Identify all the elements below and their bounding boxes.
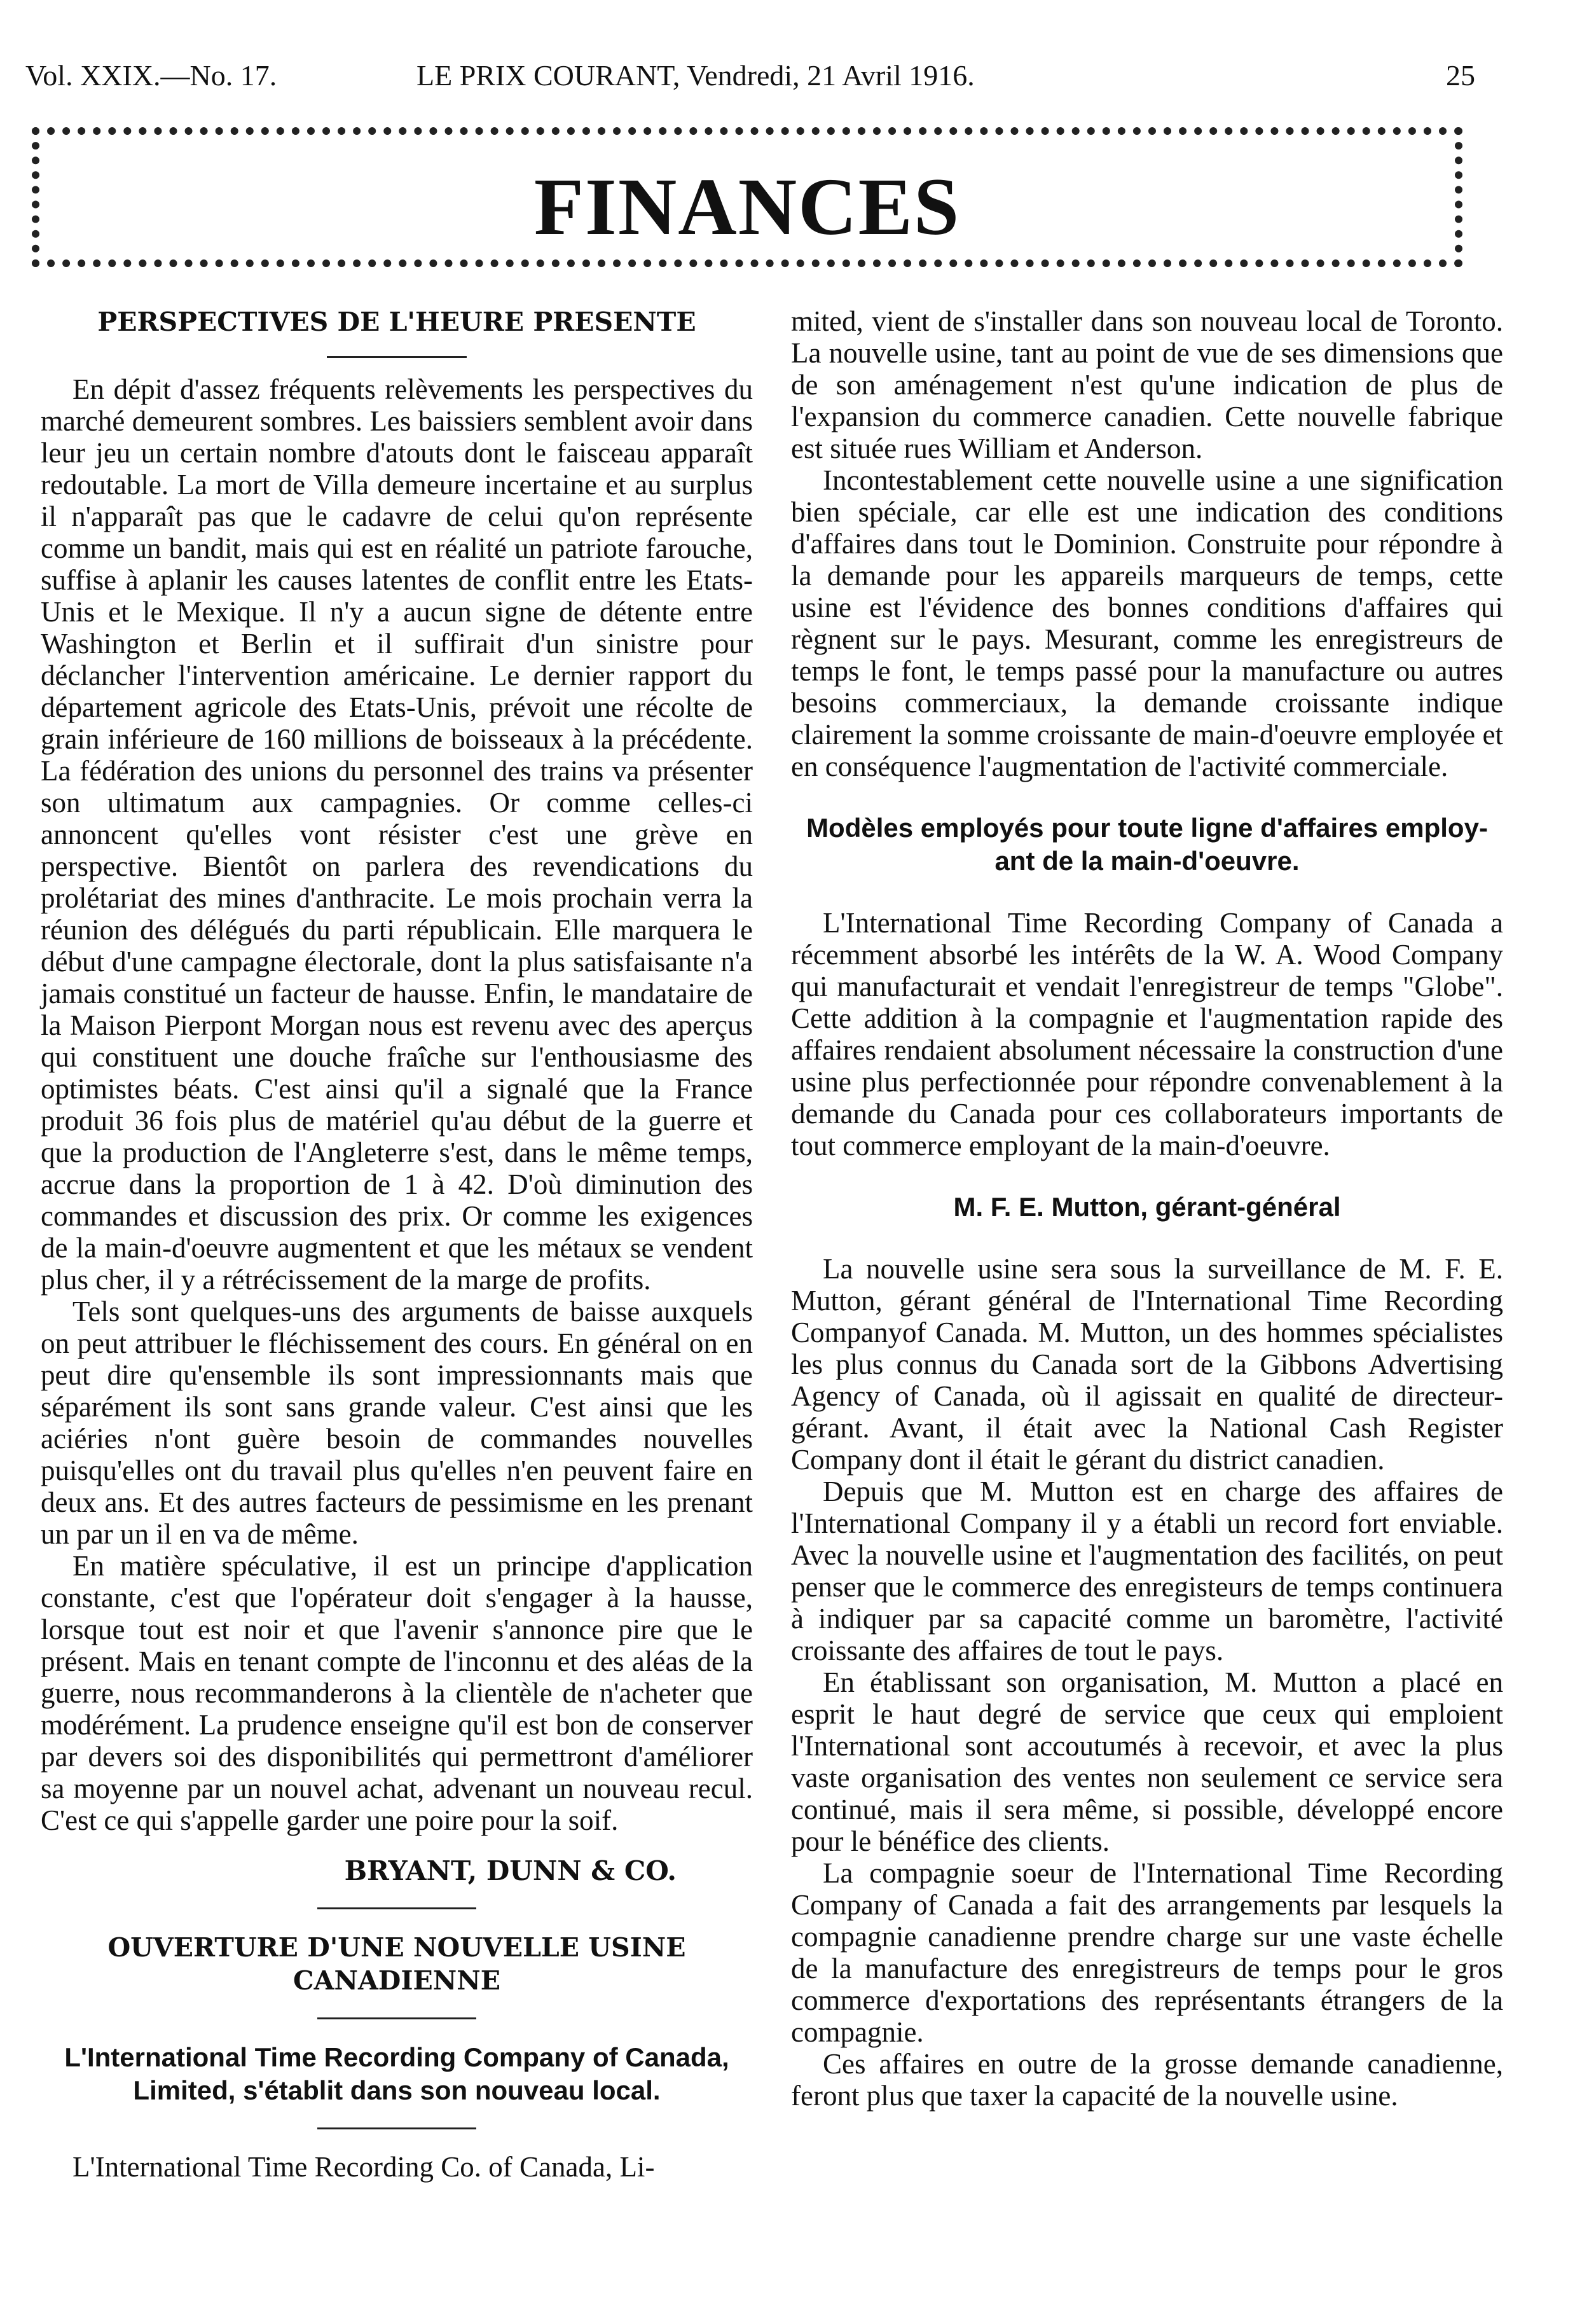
section-heading-line: Modèles employés pour toute ligne d'affaires employ-: [806, 813, 1488, 843]
volume-number: Vol. XXIX.—No. 17.: [25, 59, 277, 92]
right-column: [791, 305, 1503, 2112]
article-signature: BRYANT, DUNN & CO.: [344, 1855, 677, 1886]
article-paragraph: L'International Time Recording Company of Canada a récemment absorbé les intérêts de la W. A. Wood Company qui manufacturait et vendait l'enregistreur de temps "Globe". Cette addition à la compagnie et l'augmentation rapide des affaires rendaient absolument nécessaire la construction d'une usine plus perfectionnée pour répondre convenablement à la demande du Canada pour ces collaborateurs importants de tout commerce employant de la main-d'oeuvre.: [791, 907, 1503, 1161]
article-paragraph: En dépit d'assez fréquents relèvements les perspectives du marché demeurent sombres. Les baissiers semblent avoir dans leur jeu un certain nombre d'atouts dont le faisceau apparaît redoutable. La mort de Villa demeure incertaine et au surplus il n'apparaît pas que le cadavre de celui qu'on représente comme un bandit, mais qui est en réalité un patriote farouche, suffise à aplanir les causes latentes de conflit entre les Etats-Unis et le Mexique. Il n'y a aucun signe de détente entre Washington et Berlin et il suffirait d'un sinistre pour déclancher l'intervention américaine. Le dernier rapport du département agricole des Etats-Unis, prévoit une récolte de grain inférieure de 160 millions de boisseaux à la précédente. La fédération des unions du personnel des trains va présenter son ultimatum aux campagnies. Or comme celles-ci annoncent qu'elles vont résister c'est une grève en perspective. Bientôt on parlera des revendications du prolétariat des mines d'anthracite. Le mois prochain verra la réunion des délégués du parti républicain. Elle marquera le début d'une campagne électorale, dont la plus satisfaisante n'a jamais constitué un facteur de hausse. Enfin, le mandataire de la Maison Pierpont Morgan nous est revenu avec des aperçus qui constituent une douche fraîche sur l'enthousiasme des optimistes béats. C'est ainsi qu'il a signalé que la France produit 36 fois plus de matériel qu'au début de la guerre et que la production de l'Angleterre s'est, dans le même temps, accrue dans la proportion de 1 à 42. D'où diminution des commandes et discussion des prix. Or comme les exigences de la main-d'oeuvre augmentent et que les métaux se vendent plus cher, il y a rétrécissement de la marge de profits.: [41, 373, 753, 1296]
section-heading: M. F. E. Mutton, gérant-général: [953, 1192, 1341, 1222]
article-paragraph: Incontestablement cette nouvelle usine a une signification bien spéciale, car elle est une indication des conditions d'affaires dans tout le Dominion. Construite pour répondre à la demande pour les appareils marqueurs de temps, cette usine est l'évidence des bonnes conditions d'affaires qui règnent sur le pays. Mesurant, comme les enregistreurs de temps le font, le temps passé pour la manufacture ou autres besoins commerciaux, la demande croissante indique clairement la somme croissante de main-d'oeuvre employée et en conséquence l'augmentation de l'activité commerciale.: [791, 464, 1503, 782]
article-title-line: CANADIENNE: [293, 1965, 500, 1996]
article-paragraph: Ces affaires en outre de la grosse demande canadienne, feront plus que taxer la capacité de la nouvelle usine.: [791, 2048, 1503, 2112]
subtitle-rule: [317, 2127, 476, 2129]
article-paragraph: La compagnie soeur de l'International Time Recording Company of Canada a fait des arrangements par lesquels la compagnie canadienne prendre charge sur une vaste échelle de la manufacture des enregistreurs de temps pour le gros commerce d'exportations des représentants étrangers de la compagnie.: [791, 1857, 1503, 2048]
article-subtitle-line: L'International Time Recording Company of Canada,: [64, 2042, 729, 2072]
article-paragraph: L'International Time Recording Co. of Canada, Li-: [72, 2151, 655, 2183]
article-paragraph: En établissant son organisation, M. Mutton a placé en esprit le haut degré de service que ceux qui emploient l'International sont accoutumés à recevoir, et avec la plus vaste organisation des ventes non seulement ce service sera continué, mais il sera même, si possible, développé encore pour le bénéfice des clients.: [791, 1666, 1503, 1857]
article-paragraph: Tels sont quelques-uns des arguments de baisse auxquels on peut attribuer le fléchissement des cours. En général on en peut dire qu'ensemble ils sont impressionnants mais que séparément ils sont sans grande valeur. C'est ainsi que les aciéries n'ont guère besoin de commandes nouvelles puisqu'elles ont du travail plus qu'elles n'en peuvent faire en deux ans. Et des autres facteurs de pessimisme en les prenant un par un il en va de même.: [41, 1296, 753, 1550]
section-banner: [32, 127, 1462, 267]
title-rule: [317, 2017, 476, 2019]
section-heading-line: ant de la main-d'oeuvre.: [994, 846, 1300, 876]
article-subtitle-line: Limited, s'établit dans son nouveau local.: [133, 2075, 661, 2105]
article-title-line: OUVERTURE D'UNE NOUVELLE USINE: [107, 1932, 686, 1963]
article-paragraph: mited, vient de s'installer dans son nouveau local de Toronto. La nouvelle usine, tant au point de vue de ses dimensions que de son aménagement n'est qu'une indication de plus de l'expansion du commerce canadien. Cette nouvelle fabrique est située rues William et Anderson.: [791, 305, 1503, 464]
article-separator: [317, 1907, 476, 1909]
page-header: [25, 59, 1475, 104]
section-title: FINANCES: [533, 162, 961, 252]
masthead: LE PRIX COURANT, Vendredi, 21 Avril 1916.: [416, 59, 975, 92]
page-number: 25: [1446, 59, 1475, 92]
article-paragraph: La nouvelle usine sera sous la surveillance de M. F. E. Mutton, gérant général de l'International Time Recording Companyof Canada. M. Mutton, un des hommes spécialistes les plus connus du Canada sort de la Gibbons Advertising Agency of Canada, où il agissait en qualité de directeur-gérant. Avant, il était avec la National Cash Register Company dont il était le gérant du district canadien.: [791, 1253, 1503, 1476]
title-rule: [327, 356, 467, 358]
left-column: [41, 305, 753, 2183]
article-paragraph: Depuis que M. Mutton est en charge des affaires de l'International Company il y a établi un record fort enviable. Avec la nouvelle usine et l'augmentation des facilités, on peut penser que le commerce des enregisteurs de temps continuera à indiquer par sa capacité comme un baromètre, l'activité croissante des affaires de tout le pays.: [791, 1476, 1503, 1666]
article-paragraph: En matière spéculative, il est un principe d'application constante, c'est que l'opérateur doit s'engager à la hausse, lorsque tout est noir et que l'avenir s'annonce pire que le présent. Mais en tenant compte de l'inconnu et des aléas de la guerre, nous recommanderons à la clientèle de n'acheter que modérément. La prudence enseigne qu'il est bon de conserver par devers soi des disponibilités qui permettront d'améliorer sa moyenne par un nouvel achat, advenant un nouveau recul. C'est ce qui s'appelle garder une poire pour la soif.: [41, 1550, 753, 1836]
article-title: PERSPECTIVES DE L'HEURE PRESENTE: [97, 307, 696, 337]
